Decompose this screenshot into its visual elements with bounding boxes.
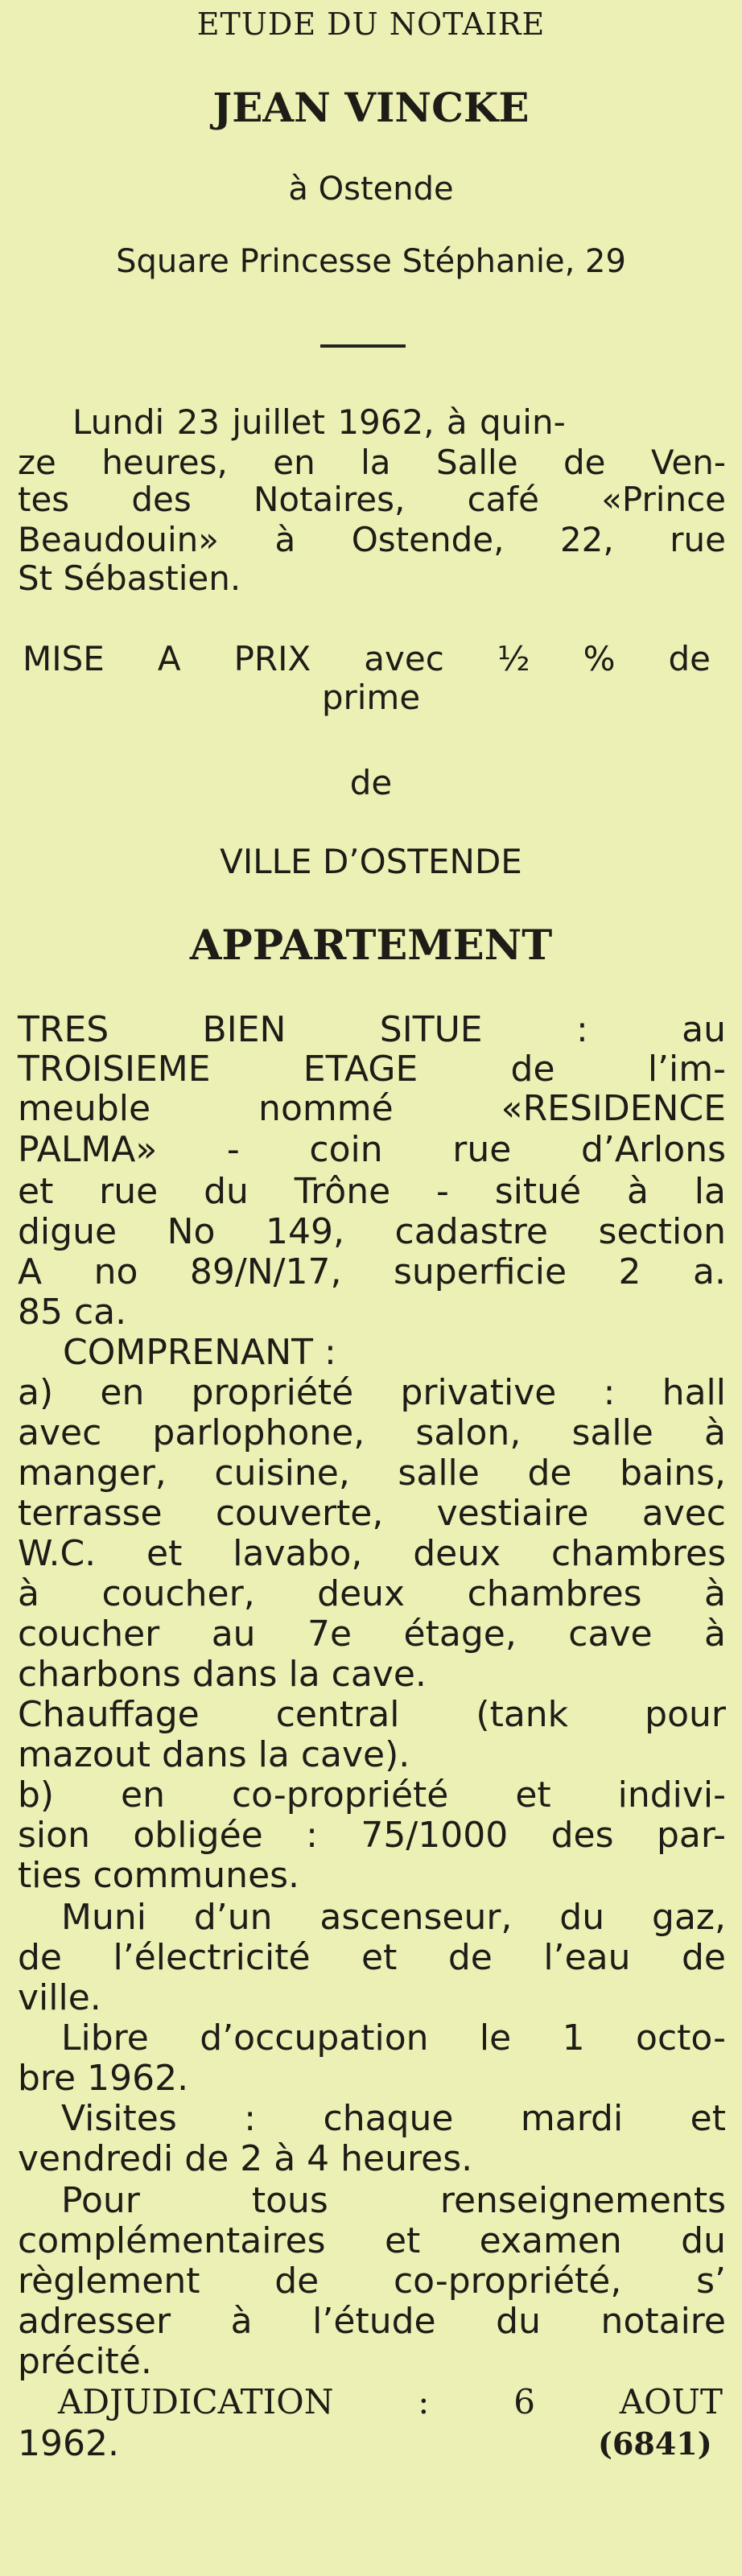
sale-line-1: Lundi 23 juillet 1962, à quin- [72,402,566,442]
description-line-2: TROISIEME ETAGE de l’im- [18,1049,726,1090]
private-line-1: a) en propriété privative : hall [18,1372,726,1413]
property-type-heading: APPARTEMENT [189,921,553,970]
adjudication-heading: ADJUDICATION : 6 AOUT [58,2382,723,2421]
private-line-8: charbons dans la cave. [18,1654,427,1695]
connector-word: de [349,763,393,802]
availability-line-2: bre 1962. [18,2058,189,2099]
info-line-2: complémentaires et examen du [18,2220,726,2261]
notary-office-heading: ETUDE DU NOTAIRE [196,6,546,42]
sale-line-2: ze heures, en la Salle de Ven- [18,443,726,482]
heating-line-2: mazout dans la cave). [18,1734,410,1775]
private-line-6: à coucher, deux chambres à [18,1573,726,1614]
description-line-1: TRES BIEN SITUE : au [18,1009,726,1050]
notary-city: à Ostende [288,171,454,208]
private-line-2: avec parlophone, salon, salle à [18,1412,726,1453]
private-line-5: W.C. et lavabo, deux chambres [18,1533,726,1574]
notary-address: Square Princesse Stéphanie, 29 [116,243,626,280]
private-line-7: coucher au 7e étage, cave à [18,1614,726,1655]
description-line-8: 85 ca. [18,1292,127,1333]
amenities-line-2: de l’électricité et de l’eau de [18,1937,726,1978]
adjudication-year: 1962. [18,2423,119,2464]
info-line-1: Pour tous renseignements [61,2180,726,2221]
city-heading: VILLE D’OSTENDE [220,842,522,881]
private-line-4: terrasse couverte, vestiaire avec [18,1493,726,1534]
description-line-7: A no 89/N/17, superficie 2 a. [18,1251,726,1292]
notary-name: JEAN VINCKE [212,84,530,131]
sale-line-4: Beaudouin» à Ostende, 22, rue [18,520,726,559]
sale-line-5: St Sébastien. [18,558,241,598]
info-line-4: adresser à l’étude du notaire [18,2301,726,2342]
comprising-heading: COMPRENANT : [63,1332,336,1373]
price-heading-line-1: MISE A PRIX avec ½ % de [23,639,711,678]
description-line-6: digue No 149, cadastre section [18,1211,726,1252]
description-line-4: PALMA» - coin rue d’Arlons [18,1129,726,1170]
info-line-3: règlement de co-propriété, s’ [18,2261,726,2302]
availability-line-1: Libre d’occupation le 1 octo- [61,2018,726,2059]
common-line-1: b) en co-propriété et indivi- [18,1774,726,1816]
price-heading-line-2: prime [321,678,421,717]
description-line-3: meuble nommé «RESIDENCE [18,1088,726,1129]
reference-number: (6841) [598,2426,712,2462]
heating-line-1: Chauffage central (tank pour [18,1694,726,1735]
private-line-3: manger, cuisine, salle de bains, [18,1453,726,1494]
visits-line-2: vendredi de 2 à 4 heures. [18,2138,473,2179]
common-line-3: ties communes. [18,1855,300,1896]
sale-line-3: tes des Notaires, café «Prince [18,480,726,519]
description-line-5: et rue du Trône - situé à la [18,1171,726,1212]
amenities-line-3: ville. [18,1977,101,2018]
amenities-line-1: Muni d’un ascenseur, du gaz, [61,1897,726,1938]
divider-rule [320,344,406,348]
common-line-2: sion obligée : 75/1000 des par- [18,1815,726,1856]
visits-line-1: Visites : chaque mardi et [61,2098,726,2139]
info-line-5: précité. [18,2341,152,2382]
